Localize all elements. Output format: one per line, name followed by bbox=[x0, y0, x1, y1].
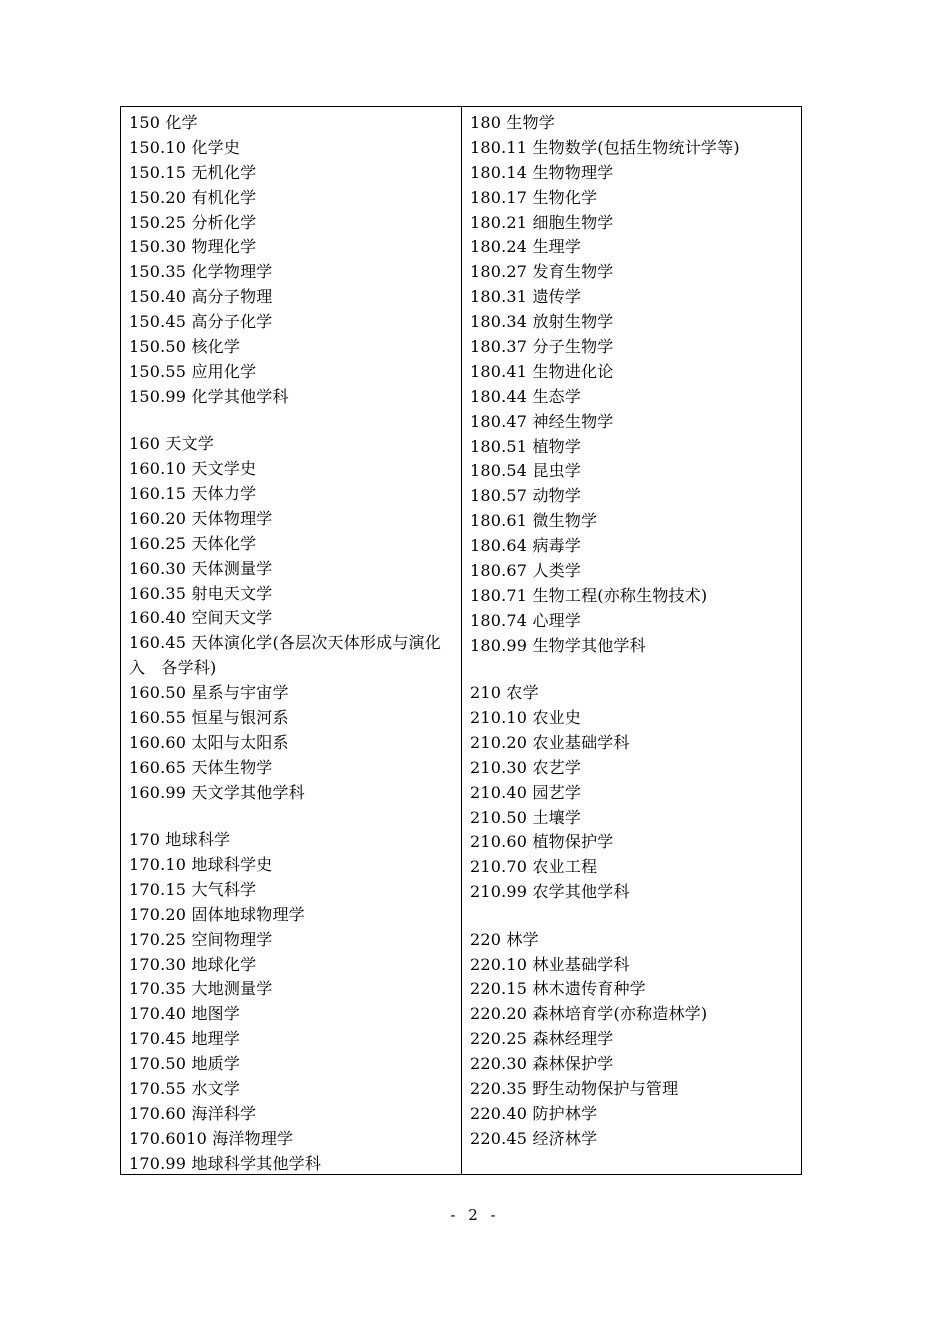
discipline-entry: 220 林学 bbox=[470, 929, 539, 949]
discipline-entry: 150.40 高分子物理 bbox=[129, 287, 273, 307]
right-column bbox=[462, 107, 801, 1174]
discipline-entry: 180.71 生物工程(亦称生物技术) bbox=[470, 585, 708, 605]
discipline-entry: 150.20 有机化学 bbox=[129, 187, 257, 207]
discipline-code-table bbox=[120, 106, 802, 1175]
discipline-entry: 210 农学 bbox=[470, 683, 539, 703]
discipline-entry: 180.67 人类学 bbox=[470, 561, 582, 581]
discipline-entry: 210.99 农学其他学科 bbox=[470, 882, 630, 902]
discipline-entry: 180.21 细胞生物学 bbox=[470, 212, 614, 232]
discipline-entry: 170.15 大气科学 bbox=[129, 879, 257, 899]
discipline-entry: 170.99 地球科学其他学科 bbox=[129, 1153, 322, 1173]
discipline-entry: 160.60 太阳与太阳系 bbox=[129, 732, 289, 752]
discipline-entry: 170.50 地质学 bbox=[129, 1054, 241, 1074]
discipline-entry: 180 生物学 bbox=[470, 113, 556, 132]
discipline-entry: 160.45 天体演化学(各层次天体形成与演化 bbox=[129, 633, 441, 653]
discipline-entry: 210.60 植物保护学 bbox=[470, 832, 614, 852]
discipline-entry: 210.30 农艺学 bbox=[470, 757, 582, 777]
discipline-entry: 180.41 生物进化论 bbox=[470, 361, 614, 381]
discipline-entry: 180.99 生物学其他学科 bbox=[470, 635, 646, 655]
discipline-entry: 160.20 天体物理学 bbox=[129, 508, 273, 528]
discipline-entry: 180.11 生物数学(包括生物统计学等) bbox=[470, 137, 740, 157]
group-spacer bbox=[129, 806, 461, 829]
discipline-entry: 160.40 空间天文学 bbox=[129, 608, 273, 628]
discipline-entry: 180.14 生物物理学 bbox=[470, 162, 614, 182]
group-spacer bbox=[129, 410, 461, 433]
discipline-entry: 220.35 野生动物保护与管理 bbox=[470, 1078, 679, 1098]
discipline-entry: 180.61 微生物学 bbox=[470, 511, 598, 531]
discipline-entry: 180.57 动物学 bbox=[470, 486, 582, 506]
discipline-entry: 入 各学科) bbox=[129, 658, 217, 678]
discipline-entry: 160.10 天文学史 bbox=[129, 459, 257, 479]
group-spacer bbox=[470, 905, 801, 928]
discipline-entry: 150.99 化学其他学科 bbox=[129, 386, 289, 406]
discipline-entry: 170.10 地球科学史 bbox=[129, 854, 273, 874]
agronomy-group bbox=[470, 681, 801, 905]
discipline-entry: 210.40 园艺学 bbox=[470, 782, 582, 802]
discipline-entry: 220.20 森林培育学(亦称造林学) bbox=[470, 1004, 708, 1024]
page-number: - 2 - bbox=[450, 1206, 500, 1224]
discipline-entry: 160.50 星系与宇宙学 bbox=[129, 683, 289, 703]
discipline-entry: 210.70 农业工程 bbox=[470, 857, 598, 877]
discipline-entry: 220.15 林木遗传育种学 bbox=[470, 979, 646, 999]
discipline-entry: 180.31 遗传学 bbox=[470, 287, 582, 307]
discipline-entry: 220.45 经济林学 bbox=[470, 1128, 598, 1148]
left-column bbox=[121, 107, 462, 1174]
discipline-entry: 170.6010 海洋物理学 bbox=[129, 1128, 294, 1148]
discipline-entry: 150.50 核化学 bbox=[129, 337, 241, 357]
discipline-entry: 180.64 病毒学 bbox=[470, 536, 582, 556]
forestry-group bbox=[470, 928, 801, 1152]
discipline-entry: 150.55 应用化学 bbox=[129, 361, 257, 381]
discipline-entry: 170.25 空间物理学 bbox=[129, 929, 273, 949]
discipline-entry: 170.60 海洋科学 bbox=[129, 1103, 257, 1123]
discipline-entry: 160.99 天文学其他学科 bbox=[129, 782, 305, 802]
discipline-entry: 180.27 发育生物学 bbox=[470, 262, 614, 282]
discipline-entry: 180.51 植物学 bbox=[470, 436, 582, 456]
discipline-entry: 180.17 生物化学 bbox=[470, 187, 598, 207]
discipline-entry: 220.25 森林经理学 bbox=[470, 1029, 614, 1049]
discipline-entry: 170.30 地球化学 bbox=[129, 954, 257, 974]
discipline-entry: 150.30 物理化学 bbox=[129, 237, 257, 257]
astronomy-group bbox=[129, 432, 461, 805]
discipline-entry: 210.50 土壤学 bbox=[470, 807, 582, 827]
discipline-entry: 150.15 无机化学 bbox=[129, 162, 257, 182]
discipline-entry: 160.65 天体生物学 bbox=[129, 757, 273, 777]
discipline-entry: 210.10 农业史 bbox=[470, 707, 582, 727]
discipline-entry: 180.24 生理学 bbox=[470, 237, 582, 257]
biology-group bbox=[470, 111, 801, 659]
discipline-entry: 180.44 生态学 bbox=[470, 386, 582, 406]
discipline-entry: 150 化学 bbox=[129, 113, 198, 132]
discipline-entry: 170.45 地理学 bbox=[129, 1029, 241, 1049]
discipline-entry: 180.34 放射生物学 bbox=[470, 312, 614, 332]
discipline-entry: 180.47 神经生物学 bbox=[470, 411, 614, 431]
discipline-entry: 150.25 分析化学 bbox=[129, 212, 257, 232]
discipline-entry: 150.35 化学物理学 bbox=[129, 262, 273, 282]
discipline-entry: 220.10 林业基础学科 bbox=[470, 954, 630, 974]
discipline-entry: 210.20 农业基础学科 bbox=[470, 732, 630, 752]
discipline-entry: 160.55 恒星与银河系 bbox=[129, 707, 289, 727]
discipline-entry: 160.35 射电天文学 bbox=[129, 583, 273, 603]
discipline-entry: 170 地球科学 bbox=[129, 830, 231, 850]
discipline-entry: 170.55 水文学 bbox=[129, 1078, 241, 1098]
discipline-entry: 180.54 昆虫学 bbox=[470, 461, 582, 481]
discipline-entry: 220.40 防护林学 bbox=[470, 1103, 598, 1123]
discipline-entry: 160.15 天体力学 bbox=[129, 483, 257, 503]
discipline-entry: 160 天文学 bbox=[129, 434, 215, 454]
discipline-entry: 180.74 心理学 bbox=[470, 610, 582, 630]
discipline-entry: 170.35 大地测量学 bbox=[129, 979, 273, 999]
group-spacer bbox=[470, 659, 801, 682]
chemistry-group bbox=[129, 111, 461, 410]
discipline-entry: 170.40 地图学 bbox=[129, 1004, 241, 1024]
discipline-entry: 220.30 森林保护学 bbox=[470, 1054, 614, 1074]
discipline-entry: 160.30 天体测量学 bbox=[129, 558, 273, 578]
discipline-entry: 180.37 分子生物学 bbox=[470, 337, 614, 357]
discipline-entry: 160.25 天体化学 bbox=[129, 533, 257, 553]
earth-science-group bbox=[129, 828, 461, 1176]
discipline-entry: 170.20 固体地球物理学 bbox=[129, 904, 305, 924]
discipline-entry: 150.45 高分子化学 bbox=[129, 312, 273, 332]
discipline-entry: 150.10 化学史 bbox=[129, 137, 241, 157]
